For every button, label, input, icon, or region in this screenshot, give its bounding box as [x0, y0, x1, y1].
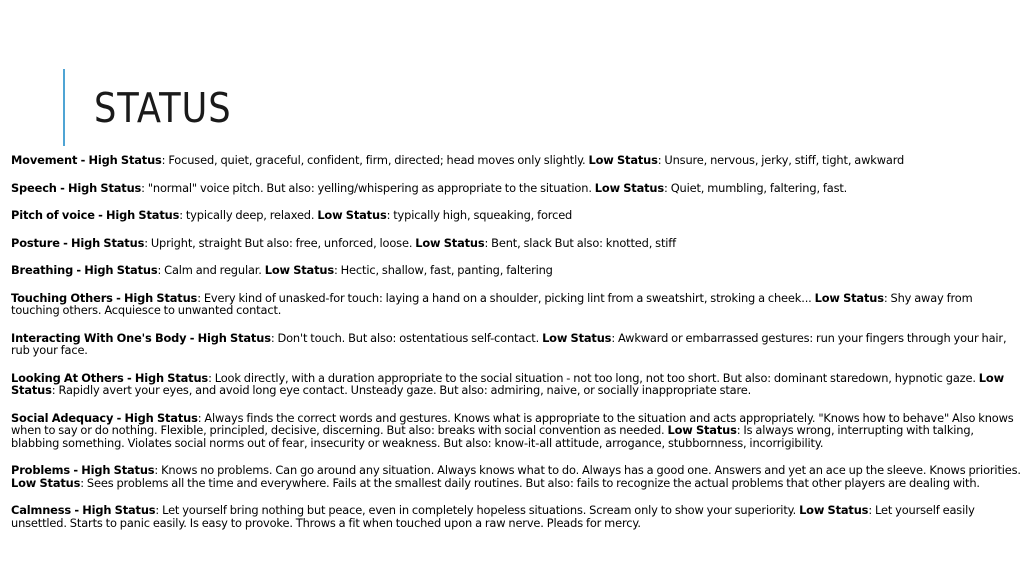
- high-status-text: : Knows no problems. Can go around any situation. Always knows what to do. Always has a good one. Answers and yet an ace up the sleeve. Knows priorities.: [154, 463, 1021, 477]
- high-status-label: Problems - High Status: [11, 463, 155, 477]
- low-status-text: : typically high, squeaking, forced: [386, 208, 573, 222]
- high-status-text: : Look directly, with a duration appropriate to the social situation - not too long, not too short. But also: dominant staredown, hypnotic gaze.: [208, 370, 979, 385]
- status-item-movement: [11, 154, 1023, 167]
- high-status-text: : Upright, straight But also: free, unforced, loose.: [144, 235, 416, 250]
- low-status-label: Low Status: [11, 475, 81, 490]
- high-status-label: Movement - High Status: [11, 153, 162, 167]
- status-item-social-adequacy: [11, 412, 1023, 450]
- title-accent-bar: [63, 69, 65, 146]
- low-status-label: Low Status: [588, 153, 658, 167]
- low-status-text: : Hectic, shallow, fast, panting, faltering: [333, 263, 553, 277]
- slide-title: STATUS: [94, 84, 232, 132]
- status-list: [11, 154, 1023, 529]
- low-status-text: : Awkward or embarrassed gestures: run your fingers through your hair, rub your face.: [11, 330, 1007, 357]
- high-status-label: Posture - High Status: [11, 235, 145, 250]
- high-status-label: Breathing - High Status: [11, 263, 158, 277]
- status-item-touching-others: [11, 292, 1023, 317]
- low-status-label: Low Status: [264, 263, 334, 277]
- high-status-text: : typically deep, relaxed.: [179, 208, 318, 222]
- status-item-breathing: [11, 264, 1023, 277]
- high-status-text: : "normal" voice pitch. But also: yelling/whispering as appropriate to the situation.: [141, 180, 595, 195]
- low-status-text: : Is always wrong, interrupting with talking, blabbing something. Violates social norms out of fear, insecurity or weakness. But also: know-it-all attitude, arrogance, stubbornness, incorrigibility.: [11, 423, 974, 450]
- low-status-label: Low Status: [814, 290, 884, 305]
- low-status-label: Low Status: [667, 423, 737, 437]
- low-status-label: Low Status: [317, 208, 387, 222]
- high-status-label: Speech - High Status: [11, 180, 142, 195]
- low-status-text: : Bent, slack But also: knotted, stiff: [484, 235, 676, 250]
- low-status-label: Low Status: [542, 330, 612, 345]
- low-status-text: : Rapidly avert your eyes, and avoid long eye contact. Unsteady gaze. But also: admiring, naive, or socially inappropriate stare.: [51, 383, 752, 397]
- low-status-text: : Sees problems all the time and everywhere. Fails at the smallest daily routines. But also: fails to recognize the actual problems that other players are dealing with.: [80, 475, 980, 490]
- low-status-label: Low Status: [11, 370, 1004, 397]
- low-status-text: : Shy away from touching others. Acquiesce to unwanted contact.: [11, 290, 973, 317]
- status-item-pitch-of-voice: [11, 209, 1023, 222]
- high-status-label: Interacting With One's Body - High Status: [11, 330, 271, 345]
- high-status-label: Looking At Others - High Status: [11, 370, 209, 385]
- high-status-text: : Always finds the correct words and gestures. Knows what is appropriate to the situation and acts appropriately. "Knows how to behave" Also knows when to say or do nothing. Flexible, principled, decisive, discerning. But also: breaks with social convention as needed.: [11, 410, 1014, 437]
- status-item-problems: [11, 464, 1023, 489]
- status-item-posture: [11, 237, 1023, 250]
- high-status-text: : Every kind of unasked-for touch: laying a hand on a shoulder, picking lint from a sweatshirt, stroking a cheek...: [197, 290, 815, 305]
- low-status-label: Low Status: [594, 180, 665, 195]
- low-status-text: : Quiet, mumbling, faltering, fast.: [664, 180, 848, 195]
- high-status-label: Pitch of voice - High Status: [11, 208, 180, 222]
- status-item-speech: [11, 182, 1023, 195]
- high-status-label: Touching Others - High Status: [11, 290, 198, 305]
- status-item-interacting-with-body: [11, 332, 1023, 357]
- high-status-label: Calmness - High Status: [11, 503, 156, 517]
- high-status-text: : Calm and regular.: [157, 263, 265, 277]
- status-item-looking-at-others: [11, 372, 1023, 397]
- status-item-calmness: [11, 504, 1023, 529]
- high-status-text: : Let yourself bring nothing but peace, even in completely hopeless situations. Scream only to show your superiority.: [155, 503, 800, 517]
- high-status-label: Social Adequacy - High Status: [11, 410, 198, 425]
- low-status-label: Low Status: [415, 235, 485, 250]
- low-status-label: Low Status: [799, 503, 869, 517]
- high-status-text: : Don't touch. But also: ostentatious self-contact.: [270, 330, 543, 345]
- high-status-text: : Focused, quiet, graceful, confident, firm, directed; head moves only slightly.: [161, 153, 589, 167]
- low-status-text: : Unsure, nervous, jerky, stiff, tight, awkward: [657, 153, 905, 167]
- low-status-text: : Let yourself easily unsettled. Starts to panic easily. Is easy to provoke. Throws a fit when touched upon a raw nerve. Pleads for mercy.: [11, 503, 975, 530]
